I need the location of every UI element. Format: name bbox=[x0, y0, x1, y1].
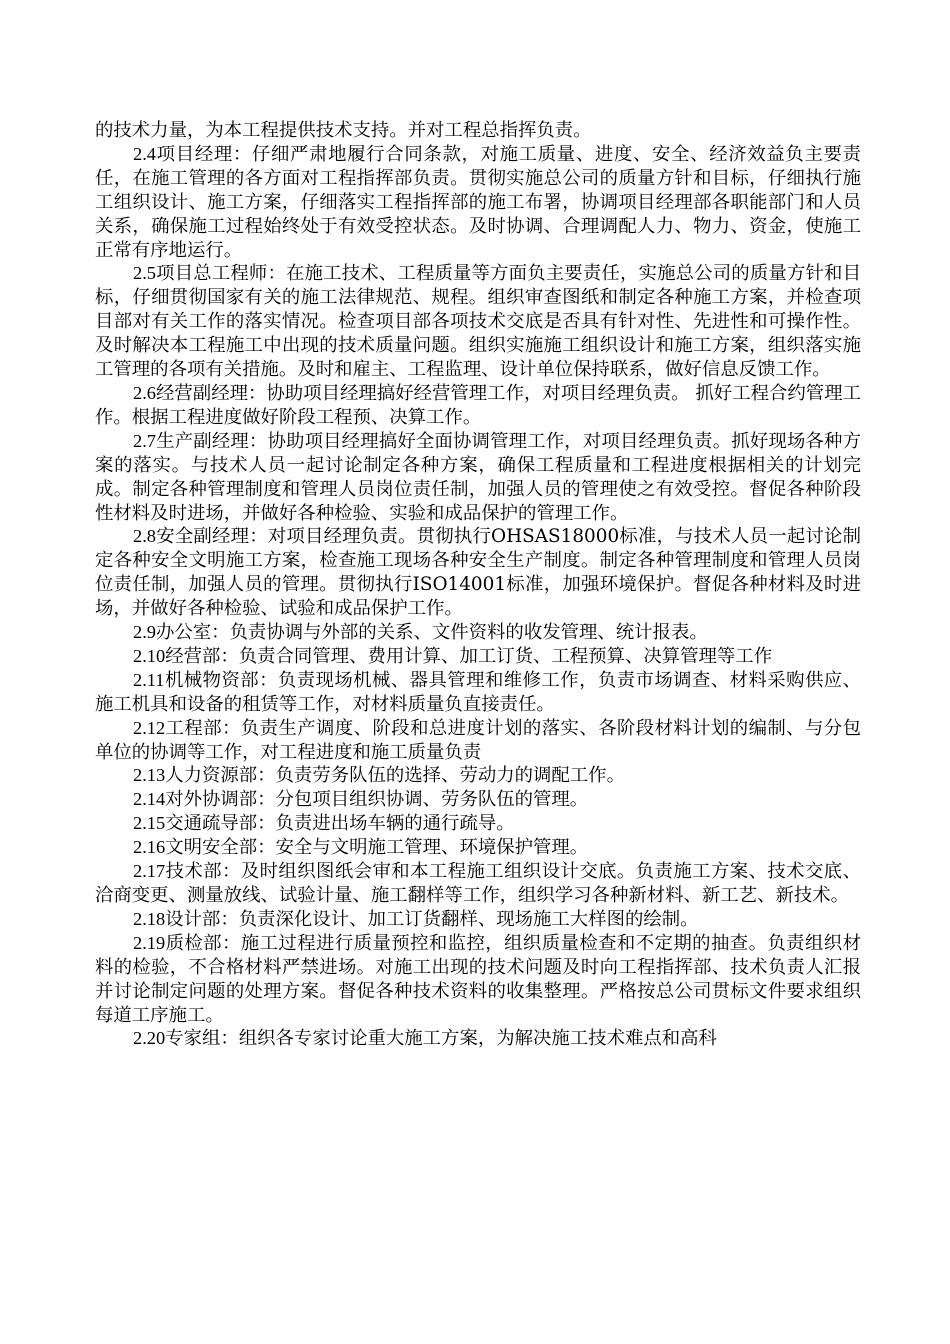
section-number: 2.20 bbox=[133, 1028, 166, 1049]
paragraph-chief-engineer bbox=[95, 262, 861, 382]
paragraph-text: 安全副经理：对项目经理负责。贯彻执行OHSAS18000标准，与技术人员一起讨论制定各种安全文明施工方案，检查施工现场各种安全生产制度。制定各种管理制度和管理人员岗位责任制，加强人员的管理。贯彻执行ISO14001标准，加强环境保护。督促各种材料及时进场，并做好各种检验、试验和成品保护工作。 bbox=[95, 526, 861, 620]
paragraph-text: 对外协调部：分包项目组织协调、劳务队伍的管理。 bbox=[165, 789, 589, 811]
paragraph-expert-group bbox=[95, 1027, 861, 1051]
section-number: 2.5 bbox=[133, 263, 156, 284]
section-number: 2.11 bbox=[133, 669, 165, 690]
paragraph-quality-dept bbox=[95, 932, 861, 1028]
paragraph-text: 人力资源部：负责劳务队伍的选择、劳动力的调配工作。 bbox=[165, 765, 625, 787]
paragraph-text: 设计部：负责深化设计、加工订货翻样、现场施工大样图的绘制。 bbox=[165, 908, 699, 930]
paragraph-business-deputy bbox=[95, 382, 861, 430]
paragraph-production-deputy bbox=[95, 430, 861, 526]
paragraph-safety-dept bbox=[95, 836, 861, 860]
paragraph-text: 项目经理：仔细严肃地履行合同条款，对施工质量、进度、安全、经济效益负主要责任，在施工管理的各方面对工程指挥部负责。贯彻实施总公司的质量方针和目标，仔细执行施工组织设计、施工方案，仔细落实工程指挥部的施工布署，协调项目经理部各职能部门和人员关系，确保施工过程始终处于有效受控状态。及时协调、合理调配人力、物力、资金，使施工正常有序地运行。 bbox=[95, 143, 861, 261]
paragraph-text: 文明安全部：安全与文明施工管理、环境保护管理。 bbox=[165, 837, 589, 859]
paragraph-office bbox=[95, 621, 861, 645]
paragraph-text: 技术部：及时组织图纸会审和本工程施工组织设计交底。负责施工方案、技术交底、洽商变更、测量放线、试验计量、施工翻样等工作，组织学习各种新材料、新工艺、新技术。 bbox=[95, 861, 861, 906]
paragraph-technical-dept bbox=[95, 860, 861, 908]
section-number: 2.13 bbox=[133, 765, 166, 786]
paragraph-text: 机械物资部：负责现场机械、器具管理和维修工作，负责市场调查、材料采购供应、施工机具和设备的租赁等工作，对材料质量负直接责任。 bbox=[95, 669, 861, 715]
section-number: 2.10 bbox=[133, 645, 166, 666]
paragraph-text: 专家组：组织各专家讨论重大施工方案，为解决施工技术难点和高科 bbox=[165, 1028, 717, 1050]
paragraph-text: 办公室：负责协调与外部的关系、文件资料的收发管理、统计报表。 bbox=[156, 622, 708, 644]
section-number: 2.17 bbox=[133, 861, 166, 882]
paragraph-text: 经营部：负责合同管理、费用计算、加工订货、工程预算、决算管理等工作 bbox=[165, 645, 773, 667]
section-number: 2.18 bbox=[133, 908, 166, 929]
paragraph-text: 生产副经理：协助项目经理搞好全面协调管理工作，对项目经理负责。抓好现场各种方案的落实。与技术人员一起讨论制定各种方案，确保工程质量和工程进度根据相关的计划完成。制定各种管理制度和管理人员岗位责任制，加强人员的管理使之有效受控。督促各种阶段性材料及时进场，并做好各种检验、实验和成品保护的管理工作。 bbox=[95, 430, 861, 524]
paragraph-traffic-dept bbox=[95, 812, 861, 836]
section-number: 2.15 bbox=[133, 813, 166, 834]
section-number: 2.8 bbox=[133, 526, 156, 547]
section-number: 2.14 bbox=[133, 789, 166, 810]
paragraph-text: 经营副经理：协助项目经理搞好经营管理工作，对项目经理负责。 抓好工程合约管理工作。根据工程进度做好阶段工程预、决算工作。 bbox=[95, 382, 861, 428]
paragraph-text: 质检部：施工过程进行质量预控和监控，组织质量检查和不定期的抽查。负责组织材料的检验，不合格材料严禁进场。对施工出现的技术问题及时向工程指挥部、技术负责人汇报并讨论制定问题的处理方案。督促各种技术资料的收集整理。严格按总公司贯标文件要求组织每道工序施工。 bbox=[95, 932, 861, 1026]
paragraph-safety-deputy bbox=[95, 525, 861, 621]
paragraph-text: 的技术力量，为本工程提供技术支持。并对工程总指挥负责。 bbox=[95, 120, 592, 141]
document-body bbox=[95, 119, 861, 1051]
paragraph-design-dept bbox=[95, 908, 861, 932]
paragraph-business-dept bbox=[95, 645, 861, 669]
paragraph-machinery-dept bbox=[95, 669, 861, 717]
paragraph-hr-dept bbox=[95, 764, 861, 788]
paragraph-text: 工程部：负责生产调度、阶段和总进度计划的落实、各阶段材料计划的编制、与分包单位的协调等工作，对工程进度和施工质量负责 bbox=[95, 717, 861, 763]
section-number: 2.19 bbox=[133, 932, 166, 953]
section-number: 2.16 bbox=[133, 837, 166, 858]
section-number: 2.4 bbox=[133, 143, 156, 164]
paragraph-continuation bbox=[95, 119, 861, 143]
paragraph-external-dept bbox=[95, 788, 861, 812]
section-number: 2.9 bbox=[133, 622, 156, 643]
paragraph-project-manager bbox=[95, 143, 861, 263]
section-number: 2.12 bbox=[133, 717, 166, 738]
section-number: 2.7 bbox=[133, 430, 156, 451]
paragraph-text: 项目总工程师：在施工技术、工程质量等方面负主要责任，实施总公司的质量方针和目标，仔细贯彻国家有关的施工法律规范、规程。组织审查图纸和制定各种施工方案，并检查项目部对有关工作的落实情况。检查项目部各项技术交底是否具有针对性、先进性和可操作性。及时解决本工程施工中出现的技术质量问题。组织实施施工组织设计和施工方案，组织落实施工管理的各项有关措施。及时和雇主、工程监理、设计单位保持联系，做好信息反馈工作。 bbox=[95, 263, 861, 381]
section-number: 2.6 bbox=[133, 382, 156, 403]
paragraph-text: 交通疏导部：负责进出场车辆的通行疏导。 bbox=[165, 813, 515, 835]
paragraph-engineering-dept bbox=[95, 717, 861, 765]
